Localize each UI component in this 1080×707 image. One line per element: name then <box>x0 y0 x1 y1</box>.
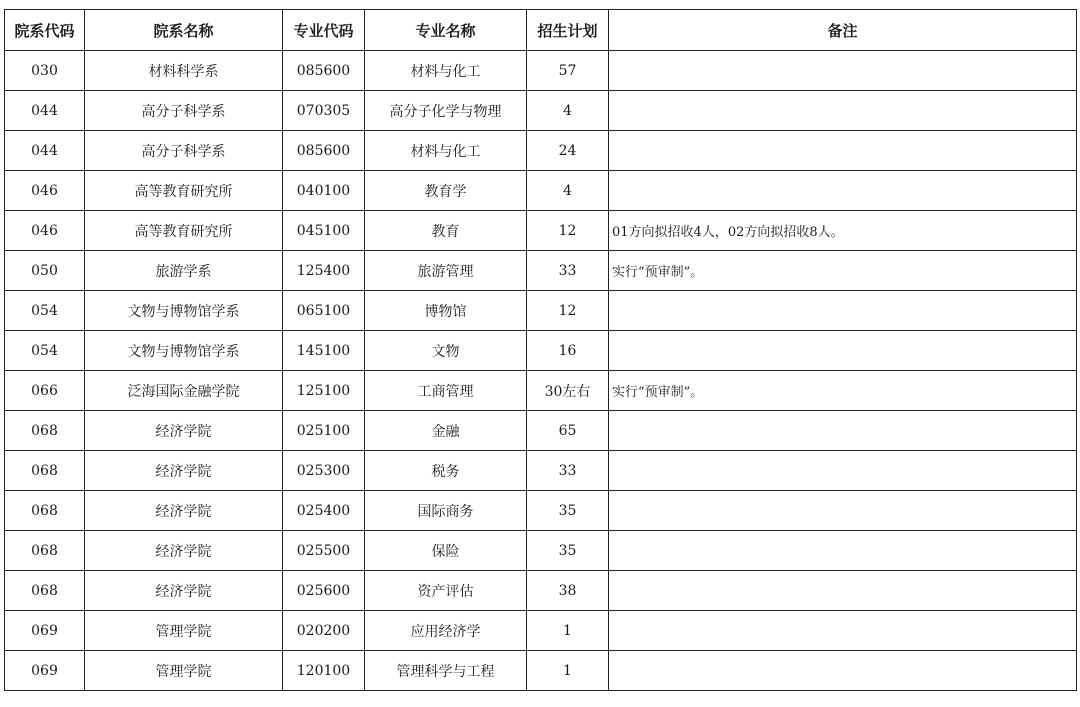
major-name-cell: 高分子化学与物理 <box>365 91 527 131</box>
major-name-cell: 旅游管理 <box>365 251 527 291</box>
table-row <box>5 291 1077 331</box>
note-cell <box>609 451 1077 491</box>
major-code-cell: 020200 <box>283 611 365 651</box>
dept-name-cell: 高等教育研究所 <box>85 211 283 251</box>
major-name-cell: 工商管理 <box>365 371 527 411</box>
dept-name-cell: 高等教育研究所 <box>85 171 283 211</box>
enrollment-plan-cell: 12 <box>527 291 609 331</box>
note-cell <box>609 411 1077 451</box>
major-name-cell: 国际商务 <box>365 491 527 531</box>
dept-name-cell: 经济学院 <box>85 531 283 571</box>
dept-code-cell: 044 <box>5 131 85 171</box>
table-row <box>5 211 1077 251</box>
major-name-cell: 金融 <box>365 411 527 451</box>
dept-code-cell: 046 <box>5 211 85 251</box>
header-major-name: 专业名称 <box>365 10 527 51</box>
header-dept-code: 院系代码 <box>5 10 85 51</box>
table-row <box>5 131 1077 171</box>
major-name-cell: 保险 <box>365 531 527 571</box>
major-name-cell: 材料与化工 <box>365 131 527 171</box>
dept-name-cell: 经济学院 <box>85 411 283 451</box>
enrollment-plan-cell: 35 <box>527 491 609 531</box>
major-name-cell: 材料与化工 <box>365 51 527 91</box>
major-code-cell: 070305 <box>283 91 365 131</box>
major-code-cell: 025400 <box>283 491 365 531</box>
major-name-cell: 教育学 <box>365 171 527 211</box>
dept-code-cell: 068 <box>5 571 85 611</box>
major-code-cell: 025300 <box>283 451 365 491</box>
major-name-cell: 教育 <box>365 211 527 251</box>
enrollment-plan-cell: 4 <box>527 91 609 131</box>
enrollment-plan-cell: 33 <box>527 451 609 491</box>
table-row <box>5 451 1077 491</box>
enrollment-plan-cell: 4 <box>527 171 609 211</box>
dept-code-cell: 046 <box>5 171 85 211</box>
header-major-code: 专业代码 <box>283 10 365 51</box>
major-code-cell: 025100 <box>283 411 365 451</box>
note-cell <box>609 531 1077 571</box>
major-code-cell: 125100 <box>283 371 365 411</box>
table-row <box>5 531 1077 571</box>
dept-name-cell: 文物与博物馆学系 <box>85 291 283 331</box>
note-cell: 实行“预审制”。 <box>609 371 1077 411</box>
dept-name-cell: 经济学院 <box>85 571 283 611</box>
note-cell <box>609 51 1077 91</box>
enrollment-plan-cell: 33 <box>527 251 609 291</box>
header-note: 备注 <box>609 10 1077 51</box>
note-cell <box>609 491 1077 531</box>
major-name-cell: 应用经济学 <box>365 611 527 651</box>
major-code-cell: 040100 <box>283 171 365 211</box>
table-row <box>5 51 1077 91</box>
dept-code-cell: 050 <box>5 251 85 291</box>
dept-code-cell: 068 <box>5 451 85 491</box>
enrollment-plan-cell: 30左右 <box>527 371 609 411</box>
major-name-cell: 税务 <box>365 451 527 491</box>
table-row <box>5 331 1077 371</box>
major-code-cell: 045100 <box>283 211 365 251</box>
dept-code-cell: 068 <box>5 491 85 531</box>
note-cell: 实行“预审制”。 <box>609 251 1077 291</box>
note-cell <box>609 91 1077 131</box>
major-name-cell: 博物馆 <box>365 291 527 331</box>
dept-name-cell: 经济学院 <box>85 491 283 531</box>
dept-name-cell: 高分子科学系 <box>85 91 283 131</box>
table-row <box>5 171 1077 211</box>
dept-code-cell: 069 <box>5 651 85 691</box>
major-code-cell: 120100 <box>283 651 365 691</box>
header-row <box>5 10 1077 51</box>
dept-name-cell: 管理学院 <box>85 611 283 651</box>
major-code-cell: 085600 <box>283 51 365 91</box>
major-name-cell: 管理科学与工程 <box>365 651 527 691</box>
admissions-table <box>4 9 1077 691</box>
note-cell <box>609 291 1077 331</box>
dept-name-cell: 高分子科学系 <box>85 131 283 171</box>
enrollment-plan-cell: 65 <box>527 411 609 451</box>
dept-name-cell: 文物与博物馆学系 <box>85 331 283 371</box>
note-cell: 01方向拟招收4人，02方向拟招收8人。 <box>609 211 1077 251</box>
enrollment-plan-cell: 35 <box>527 531 609 571</box>
table-row <box>5 411 1077 451</box>
note-cell <box>609 571 1077 611</box>
enrollment-plan-cell: 24 <box>527 131 609 171</box>
major-code-cell: 025500 <box>283 531 365 571</box>
table-row <box>5 491 1077 531</box>
dept-code-cell: 068 <box>5 411 85 451</box>
major-code-cell: 145100 <box>283 331 365 371</box>
major-code-cell: 125400 <box>283 251 365 291</box>
header-dept-name: 院系名称 <box>85 10 283 51</box>
enrollment-plan-cell: 12 <box>527 211 609 251</box>
table-row <box>5 91 1077 131</box>
dept-code-cell: 030 <box>5 51 85 91</box>
table-row <box>5 571 1077 611</box>
enrollment-plan-cell: 1 <box>527 611 609 651</box>
dept-code-cell: 054 <box>5 291 85 331</box>
note-cell <box>609 131 1077 171</box>
major-name-cell: 资产评估 <box>365 571 527 611</box>
major-code-cell: 085600 <box>283 131 365 171</box>
dept-code-cell: 054 <box>5 331 85 371</box>
dept-code-cell: 044 <box>5 91 85 131</box>
dept-name-cell: 经济学院 <box>85 451 283 491</box>
dept-name-cell: 管理学院 <box>85 651 283 691</box>
table-row <box>5 611 1077 651</box>
major-code-cell: 065100 <box>283 291 365 331</box>
table-header <box>5 10 1077 51</box>
dept-name-cell: 材料科学系 <box>85 51 283 91</box>
table-row <box>5 371 1077 411</box>
table-body <box>5 51 1077 691</box>
enrollment-plan-cell: 1 <box>527 651 609 691</box>
enrollment-plan-cell: 16 <box>527 331 609 371</box>
dept-code-cell: 066 <box>5 371 85 411</box>
table-row <box>5 251 1077 291</box>
table-row <box>5 651 1077 691</box>
dept-name-cell: 泛海国际金融学院 <box>85 371 283 411</box>
dept-code-cell: 068 <box>5 531 85 571</box>
enrollment-plan-cell: 57 <box>527 51 609 91</box>
enrollment-plan-cell: 38 <box>527 571 609 611</box>
header-enrollment-plan: 招生计划 <box>527 10 609 51</box>
dept-name-cell: 旅游学系 <box>85 251 283 291</box>
note-cell <box>609 171 1077 211</box>
dept-code-cell: 069 <box>5 611 85 651</box>
note-cell <box>609 651 1077 691</box>
note-cell <box>609 331 1077 371</box>
note-cell <box>609 611 1077 651</box>
major-name-cell: 文物 <box>365 331 527 371</box>
major-code-cell: 025600 <box>283 571 365 611</box>
